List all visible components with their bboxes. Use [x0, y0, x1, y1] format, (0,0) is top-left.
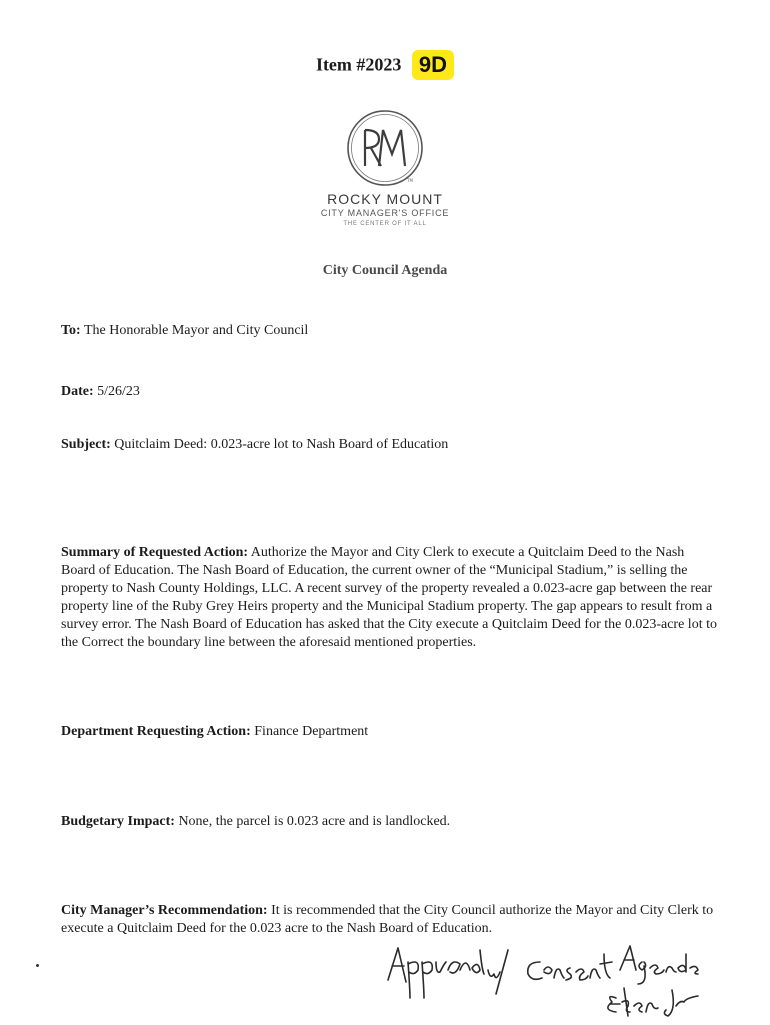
- date-field: [61, 383, 721, 401]
- to-value: The Honorable Mayor and City Council: [83, 323, 309, 338]
- svg-text:TM: TM: [407, 178, 413, 183]
- recommendation-value: It is recommended that the City Council authorize the Mayor and City Clerk to execute a Quitclaim Deed for the 0.023 acre to the Nash Board of Education.: [61, 903, 714, 936]
- subject-field: [61, 436, 721, 454]
- org-name: ROCKY MOUNT: [327, 191, 443, 207]
- agenda-title: City Council Agenda: [322, 263, 448, 278]
- to-field: [61, 322, 721, 340]
- item-badge: 9D: [412, 50, 454, 80]
- budget-label: Budgetary Impact:: [61, 814, 175, 829]
- department-value: Finance Department: [254, 724, 369, 739]
- item-number: Item #2023: [315, 54, 402, 75]
- summary-field: [61, 544, 721, 652]
- handwritten-signature-icon: [380, 940, 710, 1020]
- budget-field: [61, 813, 721, 831]
- summary-value: Authorize the Mayor and City Clerk to execute a Quitclaim Deed to the Nash Board of Education. The Nash Board of Education, the current owner of the “Municipal Stadium,” is selling the property to Nash County Holdings, LLC. A recent survey of the property revealed a 0.023-acre gap between the rear property line of the Ruby Grey Heirs property and the Municipal Stadium property. The gap appears to result from a survey error. The Nash Board of Education has asked that the City execute a Quitclaim Deed for the 0.023-acre lot to the Correct the boundary line between the aforesaid mentioned properties.: [61, 545, 717, 650]
- handwritten-approval-note: [380, 940, 710, 1025]
- department-field: [61, 723, 721, 741]
- summary-label: Summary of Requested Action:: [61, 545, 249, 560]
- stray-mark: [36, 964, 39, 967]
- subject-label: Subject:: [61, 437, 111, 452]
- org-tagline: THE CENTER OF IT ALL: [343, 221, 427, 227]
- org-office: CITY MANAGER'S OFFICE: [320, 208, 450, 218]
- recommendation-field: [61, 902, 721, 938]
- department-label: Department Requesting Action:: [61, 724, 251, 739]
- item-header: [0, 50, 770, 80]
- recommendation-label: City Manager’s Recommendation:: [61, 903, 268, 918]
- date-value: 5/26/23: [97, 384, 140, 399]
- subject-value: Quitclaim Deed: 0.023-acre lot to Nash Board of Education: [114, 437, 449, 452]
- budget-value: None, the parcel is 0.023 acre and is landlocked.: [178, 814, 451, 829]
- to-label: To:: [61, 323, 81, 338]
- date-label: Date:: [61, 384, 94, 399]
- city-logo: [0, 108, 770, 188]
- rm-monogram-icon: [345, 108, 425, 188]
